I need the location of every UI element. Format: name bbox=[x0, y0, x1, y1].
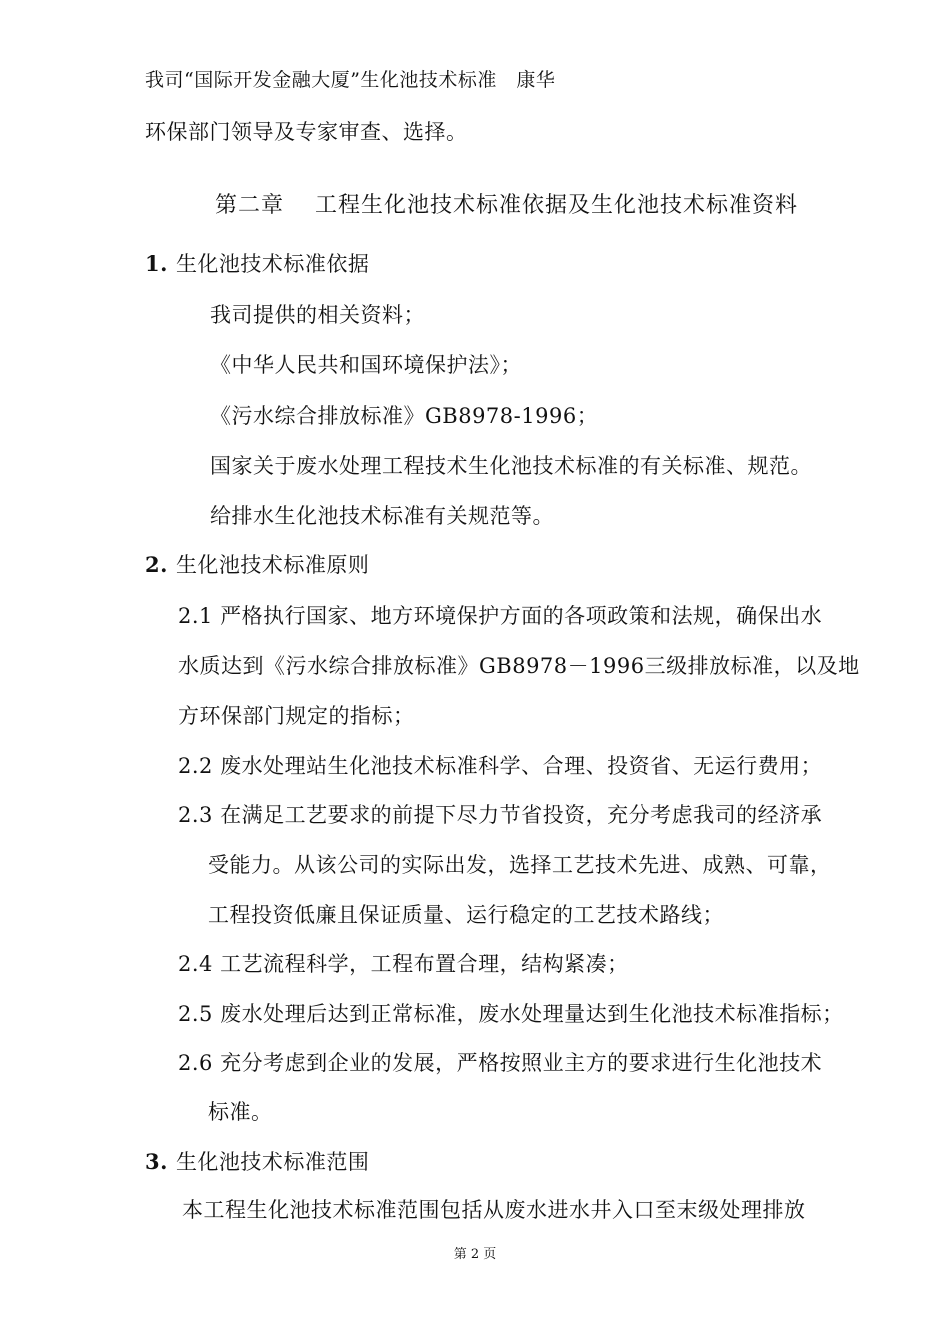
section-1-item: 《污水综合排放标准》GB8978-1996； bbox=[210, 404, 599, 428]
section-3-text: 本工程生化池技术标准范围包括从废水进水井入口至末级处理排放 bbox=[182, 1198, 806, 1222]
section-1-heading bbox=[145, 250, 369, 278]
section-1-item: 国家关于废水处理工程技术生化池技术标准的有关标准、规范。 bbox=[210, 454, 812, 478]
section-1-item: 给排水生化池技术标准有关规范等。 bbox=[210, 504, 554, 528]
section-1-number: 1. bbox=[145, 251, 168, 276]
paragraph-2-1-line: 水质达到《污水综合排放标准》GB8978－1996三级排放标准，以及地 bbox=[178, 654, 860, 678]
paragraph-2-3-line: 2.3 在满足工艺要求的前提下尽力节省投资，充分考虑我司的经济承 bbox=[178, 803, 823, 827]
paragraph-2-3-line: 受能力。从该公司的实际出发，选择工艺技术先进、成熟、可靠， bbox=[208, 853, 832, 877]
section-3-number: 3. bbox=[145, 1149, 168, 1174]
header-line-1: 我司“国际开发金融大厦”生化池技术标准 康华 bbox=[145, 69, 556, 91]
paragraph-2-6-line: 标准。 bbox=[208, 1100, 273, 1124]
section-2-number: 2. bbox=[145, 552, 168, 577]
section-1-item: 我司提供的相关资料； bbox=[210, 303, 425, 327]
section-1-item: 《中华人民共和国环境保护法》； bbox=[210, 353, 522, 377]
chapter-title: 第二章 工程生化池技术标准依据及生化池技术标准资料 bbox=[215, 193, 798, 218]
paragraph-2-1-line: 方环保部门规定的指标； bbox=[178, 704, 415, 728]
section-2-heading bbox=[145, 551, 369, 579]
paragraph-2-1-line: 2.1 严格执行国家、地方环境保护方面的各项政策和法规，确保出水 bbox=[178, 604, 823, 628]
section-2-title: 生化池技术标准原则 bbox=[175, 553, 370, 577]
paragraph-2-5: 2.5 废水处理后达到正常标准，废水处理量达到生化池技术标准指标； bbox=[178, 1002, 844, 1026]
header-line-2: 环保部门领导及专家审查、选择。 bbox=[145, 120, 468, 144]
section-3-heading bbox=[145, 1148, 369, 1176]
page-number: 第 2 页 bbox=[453, 1247, 497, 1262]
paragraph-2-4: 2.4 工艺流程科学，工程布置合理，结构紧凑； bbox=[178, 952, 629, 976]
section-1-title: 生化池技术标准依据 bbox=[175, 252, 370, 276]
section-3-title: 生化池技术标准范围 bbox=[175, 1150, 370, 1174]
paragraph-2-3-line: 工程投资低廉且保证质量、运行稳定的工艺技术路线； bbox=[208, 903, 724, 927]
paragraph-2-2: 2.2 废水处理站生化池技术标准科学、合理、投资省、无运行费用； bbox=[178, 754, 823, 778]
paragraph-2-6-line: 2.6 充分考虑到企业的发展，严格按照业主方的要求进行生化池技术 bbox=[178, 1051, 823, 1075]
